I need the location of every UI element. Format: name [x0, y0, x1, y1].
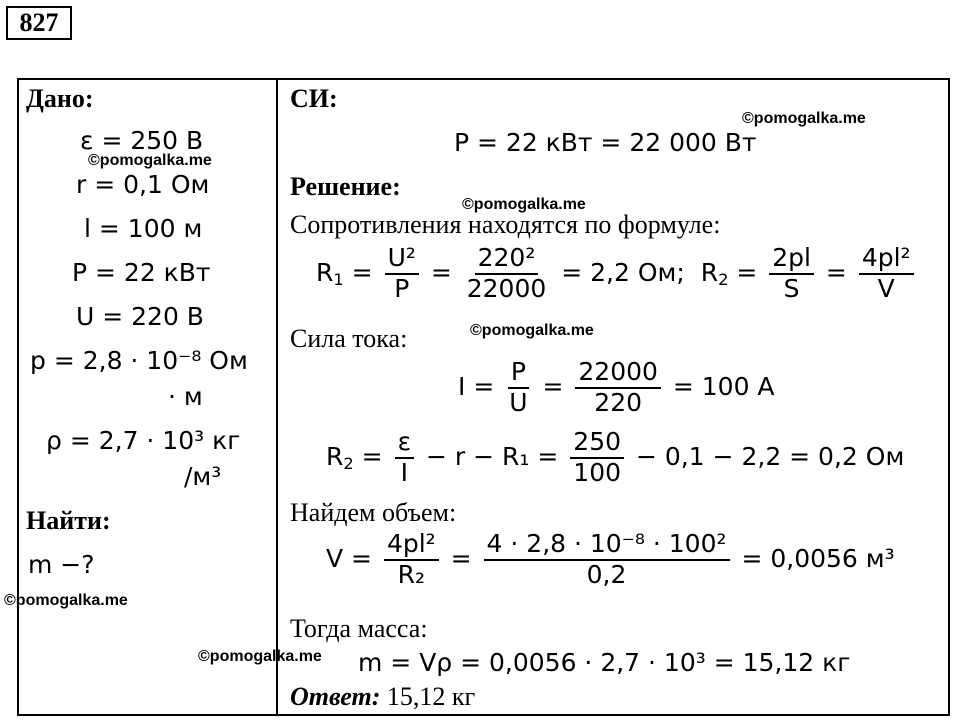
- r2calc-mid: − r − R₁ =: [426, 441, 559, 471]
- find-heading: Найти:: [26, 506, 111, 535]
- given-voltage: U = 220 В: [76, 302, 204, 331]
- column-divider: [276, 78, 278, 716]
- formula-r2-calc: $R_2$ = $\frac{\varepsilon}{I}$ − r − R₁ = $\frac{250}{100}$ − 0,1 − 2,2 = 0,2 Ом: [326, 427, 905, 487]
- text-resistances: Сопротивления находятся по формуле:: [290, 210, 721, 239]
- r2-frac-1: $\frac{2pl}{S}$: [769, 244, 814, 304]
- current-result: = 100 А: [672, 371, 775, 401]
- volume-lhs: V =: [326, 543, 372, 573]
- given-density: ρ = 2,7 · 10³ кг: [46, 426, 241, 455]
- formula-current: I = $\frac{P}{U}$ = $\frac{22000}{220}$ = 100 А: [458, 357, 775, 417]
- watermark: ©pomogalka.me: [4, 592, 128, 609]
- r2calc-result: − 0,1 − 2,2 = 0,2 Ом: [635, 441, 905, 471]
- si-conversion: P = 22 кВт = 22 000 Вт: [454, 128, 757, 157]
- current-frac-2: $\frac{22000}{220}$: [575, 358, 661, 418]
- si-heading: СИ:: [290, 84, 338, 113]
- r1-frac-1: $\frac{\text{U²}}{P}$: [385, 244, 419, 304]
- current-frac-1: $\frac{P}{U}$: [509, 357, 528, 417]
- given-power: P = 22 кВт: [72, 258, 211, 287]
- watermark: ©pomogalka.me: [470, 322, 594, 339]
- formula-mass: m = Vρ = 0,0056 · 2,7 · 10³ = 15,12 кг: [358, 648, 851, 677]
- given-resistivity: p = 2,8 · 10⁻⁸ Ом: [30, 346, 248, 375]
- volume-result: = 0,0056 м³: [741, 543, 895, 573]
- given-internal-resistance: r = 0,1 Ом: [76, 170, 210, 199]
- answer-label: Ответ:: [290, 682, 381, 711]
- given-emf: ε = 250 В: [80, 126, 204, 155]
- answer-line: [290, 682, 475, 712]
- watermark: ©pomogalka.me: [88, 152, 212, 169]
- r2-lhs: $R_2$: [700, 257, 729, 289]
- given-resistivity-unit: · м: [168, 382, 203, 411]
- r2calc-frac-2: $\frac{250}{100}$: [570, 428, 624, 488]
- volume-frac-1: $\frac{\text{4pl²}}{\text{R₂}}$: [384, 530, 439, 590]
- watermark: ©pomogalka.me: [198, 648, 322, 665]
- text-current: Сила тока:: [290, 324, 408, 353]
- r2-frac-2: $\frac{\text{4pl²}}{V}$: [859, 244, 914, 304]
- r2calc-lhs: $R_2$: [326, 441, 354, 473]
- given-length: l = 100 м: [84, 214, 203, 243]
- current-lhs: I =: [458, 371, 495, 401]
- problem-number: 827: [6, 6, 72, 40]
- watermark: ©pomogalka.me: [462, 196, 586, 213]
- solution-heading: Решение:: [290, 172, 401, 201]
- find-value: m −?: [28, 550, 95, 579]
- answer-value: 15,12 кг: [386, 682, 476, 711]
- text-volume: Найдем объем:: [290, 498, 457, 527]
- text-mass: Тогда масса:: [290, 614, 428, 643]
- r2calc-frac-1: $\frac{\varepsilon}{I}$: [395, 428, 415, 488]
- given-density-unit: /м³: [184, 462, 222, 491]
- watermark: ©pomogalka.me: [742, 110, 866, 127]
- r1-result: = 2,2 Ом;: [561, 257, 685, 287]
- volume-frac-2: $\frac{\text{4 · 2,8 · 10⁻⁸ · 100²}}{0,2}$: [484, 530, 730, 590]
- r1-lhs: $R_1$: [316, 257, 344, 289]
- given-heading: Дано:: [26, 84, 94, 113]
- r1-frac-2: $\frac{\text{220²}}{22000}$: [466, 243, 547, 303]
- formula-r1-r2: $R_1$ = $\frac{\text{U²}}{P}$ = $\frac{\text{220²}}{22000}$ = 2,2 Ом; $R_2$ = $\frac{2pl}{S}$ = $\frac{\text{4pl²}}{V}$: [316, 244, 918, 304]
- formula-volume: V = $\frac{\text{4pl²}}{\text{R₂}}$ = $\frac{\text{4 · 2,8 · 10⁻⁸ · 100²}}{0,2}$ = 0,0056 м³: [326, 529, 895, 589]
